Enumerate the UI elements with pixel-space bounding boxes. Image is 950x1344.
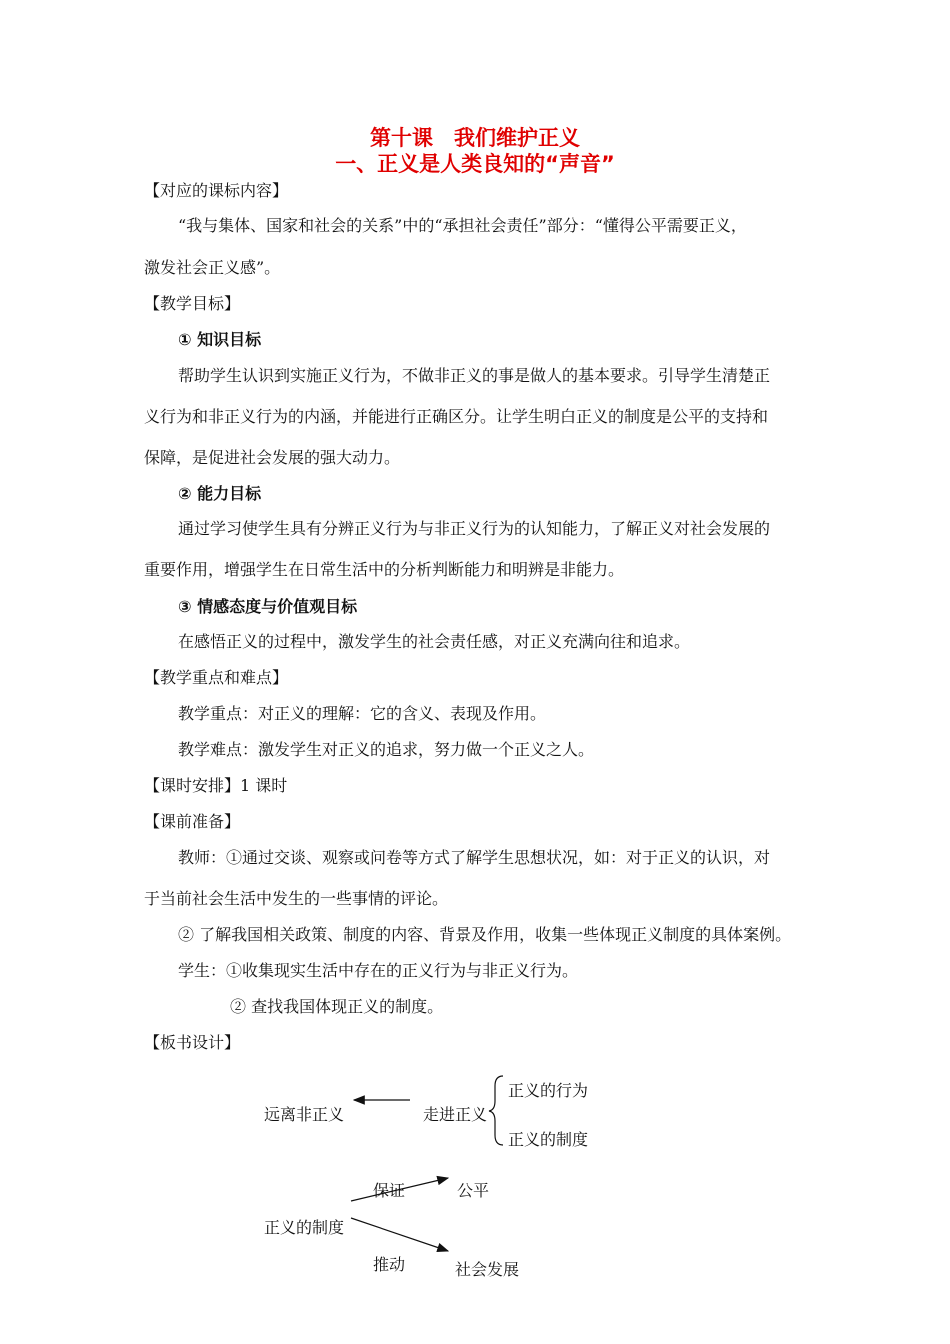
arrow-down-right-icon xyxy=(351,1218,448,1251)
brace-icon xyxy=(489,1076,503,1145)
lesson-title: 第十课 我们维护正义 xyxy=(370,126,580,150)
emotion-goal-heading: ③ 情感态度与价值观目标 xyxy=(178,597,358,616)
knowledge-goal-heading: ① 知识目标 xyxy=(178,330,262,349)
curriculum-text-line1: “我与集体、国家和社会的关系”中的“承担社会责任”部分：“懂得公平需要正义， xyxy=(178,216,747,235)
knowledge-goal-line: 帮助学生认识到实施正义行为，不做非正义的事是做人的基本要求。引导学生清楚正 xyxy=(178,366,771,385)
preparation-heading: 【课前准备】 xyxy=(144,812,241,831)
teaching-difficulty: 教学难点：激发学生对正义的追求，努力做一个正义之人。 xyxy=(178,740,595,759)
diagram-source-just-system: 正义的制度 xyxy=(264,1218,345,1237)
teaching-focus: 教学重点：对正义的理解：它的含义、表现及作用。 xyxy=(178,704,547,723)
diagram-target-social-development: 社会发展 xyxy=(455,1260,520,1279)
student-prep-line: 学生：①收集现实生活中存在的正义行为与非正义行为。 xyxy=(178,961,579,980)
teacher-prep-line: ② 了解我国相关政策、制度的内容、背景及作用，收集一些体现正义制度的具体案例。 xyxy=(178,925,792,944)
teacher-prep-line: 于当前社会生活中发生的一些事情的评论。 xyxy=(144,889,449,908)
diagram-just-behavior: 正义的行为 xyxy=(508,1081,589,1100)
knowledge-goal-line: 保障，是促进社会发展的强大动力。 xyxy=(144,448,401,467)
diagram-just-system: 正义的制度 xyxy=(508,1130,589,1149)
goals-heading: 【教学目标】 xyxy=(144,294,241,313)
ability-goal-heading: ② 能力目标 xyxy=(178,484,262,503)
diagram-verb-promote: 推动 xyxy=(373,1255,406,1274)
diagram-verb-guarantee: 保证 xyxy=(373,1181,406,1200)
ability-goal-line: 重要作用，增强学生在日常生活中的分析判断能力和明辨是非能力。 xyxy=(144,560,625,579)
curriculum-text-line2: 激发社会正义感”。 xyxy=(144,258,281,277)
diagram-target-fairness: 公平 xyxy=(457,1181,490,1200)
key-points-heading: 【教学重点和难点】 xyxy=(144,668,289,687)
ability-goal-line: 通过学习使学生具有分辨正义行为与非正义行为的认知能力，了解正义对社会发展的 xyxy=(178,519,771,538)
section-title: 一、正义是人类良知的“声音” xyxy=(335,152,615,176)
diagram-toward-justice: 走进正义 xyxy=(423,1105,488,1124)
teacher-prep-line: 教师：①通过交谈、观察或问卷等方式了解学生思想状况，如：对于正义的认识，对 xyxy=(178,848,771,867)
curriculum-heading: 【对应的课标内容】 xyxy=(144,181,289,200)
board-design-heading: 【板书设计】 xyxy=(144,1033,241,1052)
emotion-goal-line: 在感悟正义的过程中，激发学生的社会责任感，对正义充满向往和追求。 xyxy=(178,632,691,651)
student-prep-line: ② 查找我国体现正义的制度。 xyxy=(230,997,444,1016)
knowledge-goal-line: 义行为和非正义行为的内涵，并能进行正确区分。让学生明白正义的制度是公平的支持和 xyxy=(144,407,769,426)
schedule-text: 【课时安排】1 课时 xyxy=(144,776,288,795)
diagram-away-from-injustice: 远离非正义 xyxy=(264,1105,345,1124)
